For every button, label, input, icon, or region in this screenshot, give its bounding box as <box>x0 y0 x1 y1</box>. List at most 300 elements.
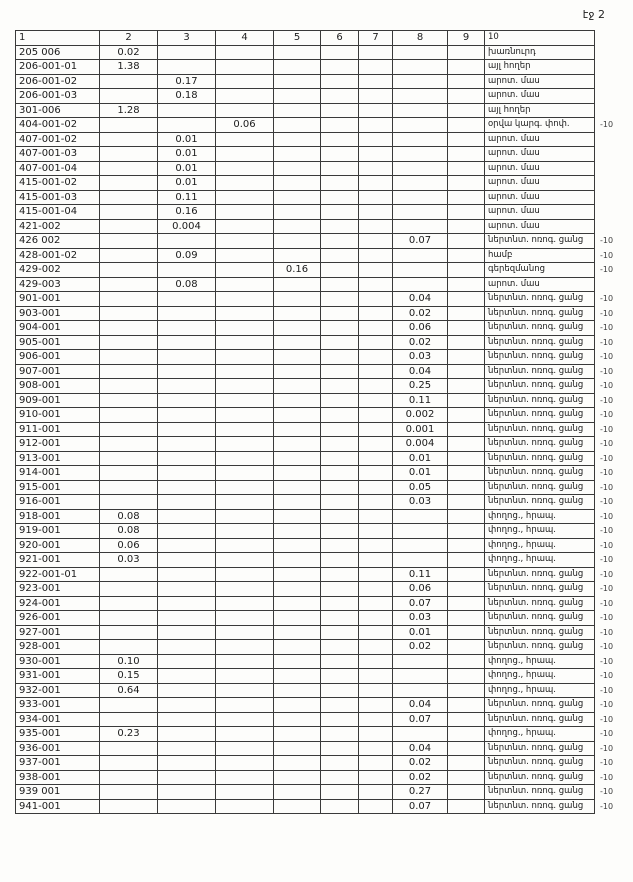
cell-col3 <box>158 466 216 481</box>
cell-col7 <box>359 234 393 249</box>
cell-col6 <box>321 437 359 452</box>
column-header-5: 5 <box>274 31 321 46</box>
cell-col7 <box>359 712 393 727</box>
cell-col5 <box>274 350 321 365</box>
cell-col5 <box>274 89 321 104</box>
cell-col6 <box>321 669 359 684</box>
cell-col2 <box>100 118 158 133</box>
cell-col7 <box>359 654 393 669</box>
cell-col1: 933-001 <box>16 698 100 713</box>
cell-col3 <box>158 799 216 814</box>
cell-col6 <box>321 118 359 133</box>
cell-col4 <box>216 698 274 713</box>
cell-col9 <box>448 669 485 684</box>
cell-col10: փողոց., հրապ. <box>485 727 595 742</box>
cell-col2 <box>100 248 158 263</box>
cell-col10: ներտնտ. ոռոգ. ցանց <box>485 785 595 800</box>
cell-col3 <box>158 582 216 597</box>
cell-col9 <box>448 712 485 727</box>
header-row <box>16 31 619 46</box>
cell-col6 <box>321 408 359 423</box>
cell-col8: 0.07 <box>393 234 448 249</box>
cell-col4 <box>216 89 274 104</box>
cell-col10: ներտնտ. ոռոգ. ցանց <box>485 770 595 785</box>
margin-note <box>595 74 619 89</box>
cell-col8: 0.02 <box>393 640 448 655</box>
cell-col7 <box>359 190 393 205</box>
table-row <box>16 176 619 191</box>
cell-col4 <box>216 799 274 814</box>
cell-col7 <box>359 205 393 220</box>
cell-col2 <box>100 89 158 104</box>
cell-col8: 0.002 <box>393 408 448 423</box>
cell-col3 <box>158 596 216 611</box>
cell-col3 <box>158 495 216 510</box>
margin-note: -10 <box>600 453 614 463</box>
cell-col10: ներտնտ. ոռոգ. ցանց <box>485 393 595 408</box>
cell-col4 <box>216 495 274 510</box>
cell-col7 <box>359 306 393 321</box>
margin-note: -10 <box>600 642 614 652</box>
cell-col9 <box>448 60 485 75</box>
cell-col4 <box>216 248 274 263</box>
cell-col8: 0.04 <box>393 292 448 307</box>
cell-col7 <box>359 379 393 394</box>
cell-col5 <box>274 147 321 162</box>
table-row <box>16 480 619 495</box>
cell-col2 <box>100 640 158 655</box>
cell-col9 <box>448 248 485 263</box>
cell-col9 <box>448 335 485 350</box>
cell-col2 <box>100 277 158 292</box>
cell-col10: ներտնտ. ոռոգ. ցանց <box>485 422 595 437</box>
column-header-2: 2 <box>100 31 158 46</box>
cell-col5 <box>274 74 321 89</box>
cell-col5 <box>274 451 321 466</box>
cell-col1: 906-001 <box>16 350 100 365</box>
cell-col4 <box>216 654 274 669</box>
table-row <box>16 103 619 118</box>
table-row <box>16 799 619 814</box>
cell-col3 <box>158 321 216 336</box>
cell-col1: 938-001 <box>16 770 100 785</box>
cell-col4 <box>216 321 274 336</box>
table-row <box>16 422 619 437</box>
cell-col1: 912-001 <box>16 437 100 452</box>
cell-col8 <box>393 118 448 133</box>
cell-col3 <box>158 437 216 452</box>
cell-col10: փողոց., հրապ. <box>485 654 595 669</box>
cell-col6 <box>321 640 359 655</box>
cell-col3: 0.09 <box>158 248 216 263</box>
table-row <box>16 625 619 640</box>
cell-col9 <box>448 596 485 611</box>
cell-col7 <box>359 219 393 234</box>
cell-col10: ներտնտ. ոռոգ. ցանց <box>485 625 595 640</box>
cell-col5 <box>274 393 321 408</box>
margin-note: -10 <box>600 120 614 130</box>
cell-col8: 0.05 <box>393 480 448 495</box>
cell-col5 <box>274 321 321 336</box>
cell-col9 <box>448 480 485 495</box>
cell-col10: արոտ. մաս <box>485 161 595 176</box>
cell-col10: արոտ. մաս <box>485 205 595 220</box>
cell-col8: 0.27 <box>393 785 448 800</box>
cell-col6 <box>321 364 359 379</box>
cell-col9 <box>448 683 485 698</box>
cell-col3: 0.17 <box>158 74 216 89</box>
cell-col1: 915-001 <box>16 480 100 495</box>
cell-col6 <box>321 553 359 568</box>
cell-col8 <box>393 727 448 742</box>
cell-col2: 0.15 <box>100 669 158 684</box>
cell-col9 <box>448 408 485 423</box>
margin-note <box>595 190 619 205</box>
cell-col9 <box>448 292 485 307</box>
cell-col2 <box>100 190 158 205</box>
cell-col9 <box>448 306 485 321</box>
cell-col6 <box>321 422 359 437</box>
cell-col8 <box>393 538 448 553</box>
table-row <box>16 756 619 771</box>
cell-col3: 0.01 <box>158 132 216 147</box>
cell-col5 <box>274 596 321 611</box>
cell-col3 <box>158 118 216 133</box>
cell-col4 <box>216 234 274 249</box>
cell-col9 <box>448 219 485 234</box>
table-row <box>16 263 619 278</box>
cell-col9 <box>448 132 485 147</box>
cell-col8 <box>393 277 448 292</box>
cell-col1: 428-001-02 <box>16 248 100 263</box>
cell-col8 <box>393 103 448 118</box>
cell-col2 <box>100 335 158 350</box>
margin-note <box>595 60 619 75</box>
cell-col7 <box>359 176 393 191</box>
cell-col5 <box>274 248 321 263</box>
table-row <box>16 770 619 785</box>
margin-note: -10 <box>600 439 614 449</box>
cell-col5 <box>274 422 321 437</box>
cell-col4 <box>216 277 274 292</box>
cell-col5 <box>274 770 321 785</box>
cell-col5 <box>274 799 321 814</box>
cell-col7 <box>359 393 393 408</box>
cell-col8 <box>393 553 448 568</box>
cell-col9 <box>448 582 485 597</box>
cell-col2 <box>100 408 158 423</box>
cell-col8: 0.04 <box>393 364 448 379</box>
cell-col6 <box>321 509 359 524</box>
cell-col8: 0.03 <box>393 611 448 626</box>
cell-col5 <box>274 741 321 756</box>
cell-col3 <box>158 335 216 350</box>
table-row <box>16 524 619 539</box>
cell-col1: 935-001 <box>16 727 100 742</box>
cell-col3 <box>158 306 216 321</box>
cell-col4 <box>216 263 274 278</box>
cell-col7 <box>359 625 393 640</box>
cell-col9 <box>448 176 485 191</box>
cell-col1: 910-001 <box>16 408 100 423</box>
cell-col1: 421-002 <box>16 219 100 234</box>
margin-note: -10 <box>600 497 614 507</box>
cell-col9 <box>448 538 485 553</box>
cell-col2 <box>100 712 158 727</box>
cell-col10: ներտնտ. ոռոգ. ցանց <box>485 379 595 394</box>
cell-col9 <box>448 263 485 278</box>
cell-col8 <box>393 219 448 234</box>
table-row <box>16 205 619 220</box>
cell-col1: 404-001-02 <box>16 118 100 133</box>
cell-col4 <box>216 74 274 89</box>
cell-col7 <box>359 669 393 684</box>
cell-col2 <box>100 306 158 321</box>
cell-col8 <box>393 45 448 60</box>
cell-col8 <box>393 263 448 278</box>
cell-col5 <box>274 292 321 307</box>
table-row <box>16 741 619 756</box>
cell-col4 <box>216 408 274 423</box>
column-header-4: 4 <box>216 31 274 46</box>
cell-col7 <box>359 45 393 60</box>
cell-col1: 924-001 <box>16 596 100 611</box>
cell-col4 <box>216 625 274 640</box>
cell-col6 <box>321 190 359 205</box>
cell-col2 <box>100 176 158 191</box>
cell-col7 <box>359 74 393 89</box>
cell-col5 <box>274 45 321 60</box>
margin-note: -10 <box>600 540 614 550</box>
cell-col4 <box>216 147 274 162</box>
cell-col5 <box>274 582 321 597</box>
cell-col10: ներտնտ. ոռոգ. ցանց <box>485 350 595 365</box>
cell-col9 <box>448 509 485 524</box>
cell-col5 <box>274 538 321 553</box>
cell-col7 <box>359 698 393 713</box>
cell-col5 <box>274 669 321 684</box>
cell-col2: 0.08 <box>100 509 158 524</box>
cell-col8: 0.02 <box>393 756 448 771</box>
cell-col7 <box>359 785 393 800</box>
cell-col3 <box>158 669 216 684</box>
cell-col6 <box>321 379 359 394</box>
margin-note: -10 <box>600 352 614 362</box>
margin-note: -10 <box>600 627 614 637</box>
cell-col2 <box>100 292 158 307</box>
cell-col8: 0.01 <box>393 451 448 466</box>
cell-col5 <box>274 364 321 379</box>
cell-col7 <box>359 408 393 423</box>
cell-col10: արոտ. մաս <box>485 74 595 89</box>
cell-col6 <box>321 495 359 510</box>
cell-col4 <box>216 292 274 307</box>
cell-col10: փողոց., հրապ. <box>485 553 595 568</box>
cell-col9 <box>448 190 485 205</box>
cell-col2: 0.03 <box>100 553 158 568</box>
margin-note: -10 <box>600 555 614 565</box>
cell-col6 <box>321 596 359 611</box>
cell-col6 <box>321 248 359 263</box>
cell-col3 <box>158 770 216 785</box>
land-parcel-table <box>15 30 619 814</box>
margin-note: -10 <box>600 308 614 318</box>
cell-col2 <box>100 219 158 234</box>
cell-col9 <box>448 321 485 336</box>
cell-col1: 926-001 <box>16 611 100 626</box>
cell-col7 <box>359 524 393 539</box>
margin-note: -10 <box>600 758 614 768</box>
cell-col3: 0.18 <box>158 89 216 104</box>
cell-col9 <box>448 147 485 162</box>
cell-col1: 415-001-02 <box>16 176 100 191</box>
cell-col3 <box>158 640 216 655</box>
cell-col4 <box>216 350 274 365</box>
cell-col8: 0.07 <box>393 712 448 727</box>
cell-col10: ներտնտ. ոռոգ. ցանց <box>485 364 595 379</box>
cell-col7 <box>359 596 393 611</box>
cell-col10: ներտնտ. ոռոգ. ցանց <box>485 640 595 655</box>
cell-col8: 0.02 <box>393 306 448 321</box>
cell-col1: 941-001 <box>16 799 100 814</box>
cell-col5 <box>274 103 321 118</box>
cell-col1: 918-001 <box>16 509 100 524</box>
cell-col2 <box>100 625 158 640</box>
margin-note <box>595 161 619 176</box>
table-row <box>16 509 619 524</box>
cell-col4 <box>216 538 274 553</box>
table-row <box>16 712 619 727</box>
cell-col8 <box>393 190 448 205</box>
cell-col2 <box>100 437 158 452</box>
cell-col9 <box>448 799 485 814</box>
cell-col6 <box>321 45 359 60</box>
cell-col6 <box>321 567 359 582</box>
cell-col9 <box>448 727 485 742</box>
cell-col5 <box>274 727 321 742</box>
margin-note: -10 <box>600 265 614 275</box>
cell-col4 <box>216 727 274 742</box>
cell-col10: ներտնտ. ոռոգ. ցանց <box>485 756 595 771</box>
cell-col10: ներտնտ. ոռոգ. ցանց <box>485 611 595 626</box>
cell-col8 <box>393 524 448 539</box>
cell-col4 <box>216 480 274 495</box>
cell-col7 <box>359 509 393 524</box>
cell-col2 <box>100 756 158 771</box>
cell-col10: ներտնտ. ոռոգ. ցանց <box>485 306 595 321</box>
cell-col3 <box>158 625 216 640</box>
cell-col1: 301-006 <box>16 103 100 118</box>
cell-col9 <box>448 393 485 408</box>
cell-col7 <box>359 770 393 785</box>
cell-col7 <box>359 263 393 278</box>
table-row <box>16 147 619 162</box>
cell-col3 <box>158 524 216 539</box>
cell-col2 <box>100 611 158 626</box>
cell-col1: 932-001 <box>16 683 100 698</box>
margin-note: -10 <box>600 381 614 391</box>
cell-col9 <box>448 756 485 771</box>
margin-header <box>595 31 619 46</box>
table-row <box>16 234 619 249</box>
cell-col2 <box>100 698 158 713</box>
cell-col1: 930-001 <box>16 654 100 669</box>
cell-col2 <box>100 596 158 611</box>
cell-col6 <box>321 234 359 249</box>
cell-col5 <box>274 234 321 249</box>
cell-col8: 0.07 <box>393 799 448 814</box>
cell-col4 <box>216 379 274 394</box>
cell-col8 <box>393 60 448 75</box>
cell-col5 <box>274 712 321 727</box>
cell-col9 <box>448 451 485 466</box>
cell-col4 <box>216 683 274 698</box>
cell-col1: 429-002 <box>16 263 100 278</box>
cell-col3 <box>158 756 216 771</box>
cell-col5 <box>274 335 321 350</box>
cell-col6 <box>321 147 359 162</box>
table-row <box>16 306 619 321</box>
cell-col4 <box>216 60 274 75</box>
cell-col1: 928-001 <box>16 640 100 655</box>
cell-col5 <box>274 161 321 176</box>
cell-col6 <box>321 306 359 321</box>
cell-col1: 919-001 <box>16 524 100 539</box>
cell-col4 <box>216 437 274 452</box>
cell-col7 <box>359 567 393 582</box>
cell-col10: ներտնտ. ոռոգ. ցանց <box>485 712 595 727</box>
table-row <box>16 321 619 336</box>
table-row <box>16 190 619 205</box>
table-row <box>16 538 619 553</box>
cell-col4 <box>216 176 274 191</box>
margin-note: -10 <box>600 671 614 681</box>
cell-col9 <box>448 205 485 220</box>
cell-col10: փողոց., հրապ. <box>485 538 595 553</box>
table-row <box>16 393 619 408</box>
cell-col1: 936-001 <box>16 741 100 756</box>
margin-note: -10 <box>600 366 614 376</box>
cell-col2 <box>100 263 158 278</box>
cell-col2: 0.23 <box>100 727 158 742</box>
cell-col8: 0.001 <box>393 422 448 437</box>
cell-col6 <box>321 292 359 307</box>
cell-col10: ներտնտ. ոռոգ. ցանց <box>485 596 595 611</box>
table-row <box>16 727 619 742</box>
table-row <box>16 553 619 568</box>
cell-col8 <box>393 74 448 89</box>
cell-col5 <box>274 567 321 582</box>
cell-col9 <box>448 741 485 756</box>
table-row <box>16 219 619 234</box>
margin-note: -10 <box>600 337 614 347</box>
cell-col1: 407-001-04 <box>16 161 100 176</box>
table-row <box>16 74 619 89</box>
cell-col7 <box>359 756 393 771</box>
cell-col7 <box>359 364 393 379</box>
cell-col5 <box>274 408 321 423</box>
cell-col10: ներտնտ. ոռոգ. ցանց <box>485 408 595 423</box>
margin-note: -10 <box>600 714 614 724</box>
table-row <box>16 335 619 350</box>
cell-col7 <box>359 582 393 597</box>
cell-col9 <box>448 350 485 365</box>
cell-col2 <box>100 466 158 481</box>
cell-col3 <box>158 538 216 553</box>
cell-col3 <box>158 234 216 249</box>
cell-col9 <box>448 611 485 626</box>
margin-note <box>595 45 619 60</box>
